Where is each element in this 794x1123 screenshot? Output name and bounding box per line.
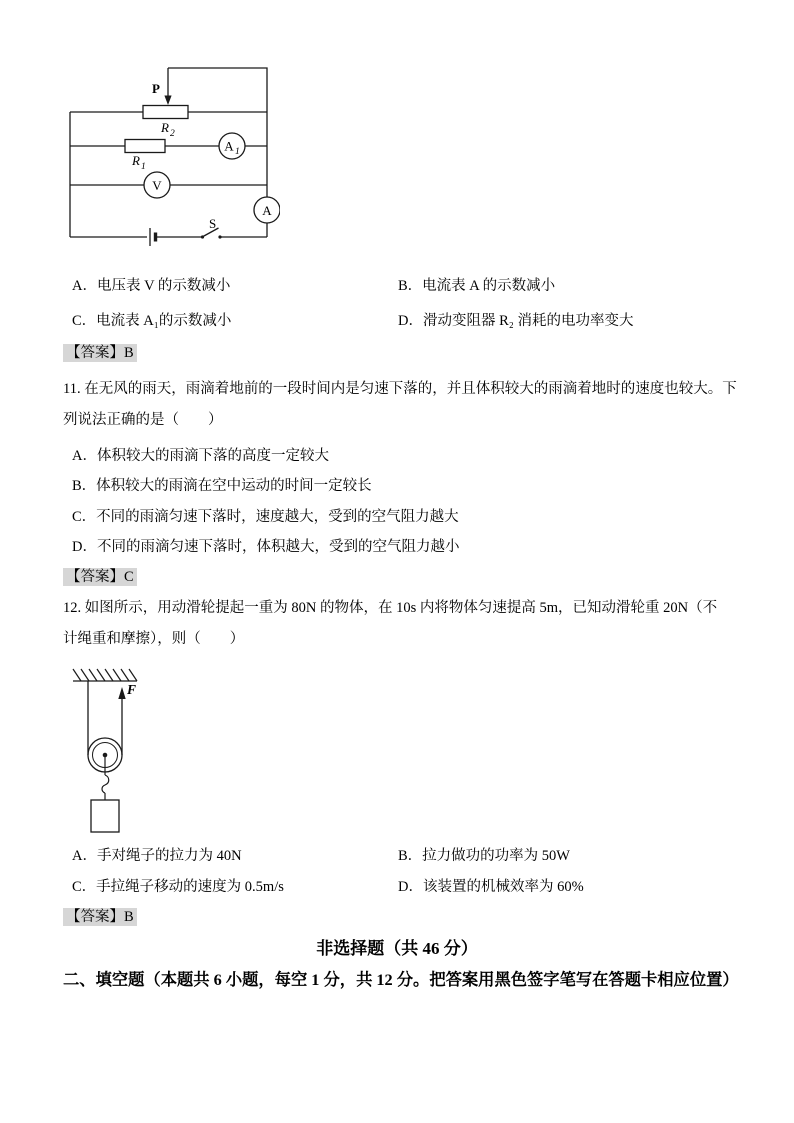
r1-label: R [132, 153, 140, 168]
hook [102, 757, 109, 800]
q10-option-b: B．电流表 A 的示数减小 [398, 278, 556, 294]
voltmeter-v-label: V [152, 178, 162, 193]
q10-answer: 【答案】B [63, 344, 137, 362]
q10-option-a: A．电压表 V 的示数减小 [72, 278, 231, 294]
r2-label-sub: 2 [170, 129, 175, 139]
q12-option-a: A．手对绳子的拉力为 40N [72, 848, 242, 864]
resistor-r1 [125, 140, 165, 153]
q10-answer-row [63, 344, 137, 362]
ammeter-a1-label: A [224, 138, 234, 154]
slider-p-label: P [152, 81, 160, 96]
q12-option-c: C．手拉绳子移动的速度为 0.5m/s [72, 879, 284, 895]
pulley-diagram [68, 660, 168, 845]
r2-label: R [161, 120, 169, 135]
force-label: F [127, 682, 137, 697]
battery [150, 228, 156, 246]
q11-answer: 【答案】C [63, 568, 137, 586]
q11-option-b: B．体积较大的雨滴在空中运动的时间一定较长 [72, 478, 372, 494]
filling-section-header: 二、填空题（本题共 6 小题，每空 1 分，共 12 分。把答案用黑色签字笔写在答题卡相应位置） [63, 970, 739, 989]
q12-answer: 【答案】B [63, 908, 137, 926]
rope [88, 681, 122, 755]
q11-option-d: D．不同的雨滴匀速下落时，体积越大，受到的空气阻力越小 [72, 539, 460, 555]
weight-block [91, 800, 119, 832]
section-title: 非选择题（共 46 分） [316, 939, 478, 958]
rheostat-r2 [143, 106, 188, 119]
circuit-diagram [60, 62, 280, 252]
q11-stem-line1: 11. 在无风的雨天，雨滴着地前的一段时间内是匀速下落的，并且体积较大的雨滴着地时的速度也较大。下 [63, 381, 737, 397]
q12-stem-line2: 计绳重和摩擦），则（ ） [63, 631, 245, 647]
q12-answer-row [63, 908, 137, 926]
q11-stem-line2: 列说法正确的是（ ） [63, 412, 223, 428]
r1-label-sub: 1 [141, 162, 146, 172]
ammeter-a1-label-sub: 1 [235, 147, 240, 157]
q12-stem-line1: 12. 如图所示，用动滑轮提起一重为 80N 的物体，在 10s 内将物体匀速提高 5m，已知动滑轮重 20N（不 [63, 600, 718, 616]
q11-option-c: C．不同的雨滴匀速下落时，速度越大，受到的空气阻力越大 [72, 509, 459, 525]
q12-option-d: D．该装置的机械效率为 60% [398, 879, 584, 895]
q10-option-c: C．电流表 A₁的示数减小 [72, 313, 232, 329]
q12-option-b: B．拉力做功的功率为 50W [398, 848, 570, 864]
q11-option-a: A．体积较大的雨滴下落的高度一定较大 [72, 448, 329, 464]
switch-s-label: S [209, 216, 217, 231]
q10-option-d: D．滑动变阻器 R₂ 消耗的电功率变大 [398, 313, 634, 329]
q11-answer-row [63, 568, 137, 586]
ammeter-a-label: A [262, 203, 272, 218]
ceiling [73, 669, 137, 681]
slider-arrow [164, 68, 171, 105]
force-arrowhead [118, 687, 125, 699]
